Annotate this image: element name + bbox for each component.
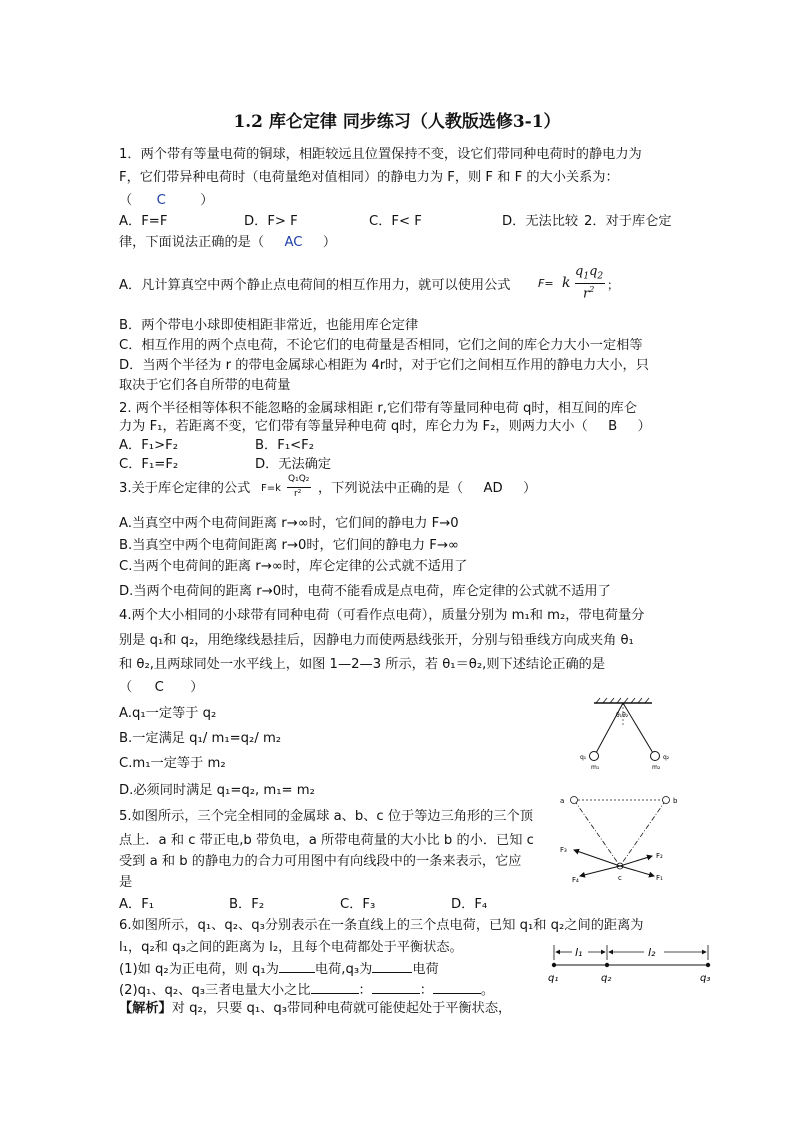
- formula-end: ；: [607, 278, 620, 292]
- q1-option-d: D．无法比较: [502, 214, 579, 229]
- q6-option-d: D．F₄: [451, 897, 488, 912]
- q6-line2: 点上．a 和 c 带正电,b 带负电，a 所带电荷量的大小比 b 的小．已知 c: [119, 833, 534, 848]
- q6-line1: 5.如图所示，三个完全相同的金属球 a、b、c 位于等边三角形的三个顶: [119, 809, 533, 824]
- q7-blank-ratio3[interactable]: [433, 981, 481, 994]
- q4-formula-den: r²: [294, 489, 302, 499]
- q5-option-d: D.必须同时满足 q₁=q₂, m₁= m₂: [119, 783, 315, 798]
- q7-analysis: [119, 1000, 511, 1018]
- q3-option-c: C．F₁=F₂: [119, 457, 179, 472]
- label-f4: F₄: [572, 876, 579, 884]
- label-f3: F₃: [560, 846, 567, 854]
- q4-option-d: D.当两个电荷间的距离 r→0时，电荷不能看成是点电荷，库仑定律的公式就不适用了: [119, 584, 611, 599]
- q3-paren-close: ）: [637, 419, 651, 434]
- q5-answer-line: [119, 679, 203, 697]
- q4-option-c: C.当两个电荷间的距离 r→∞时，库仑定律的公式就不适用了: [119, 559, 468, 574]
- formula-num-q1: q: [575, 264, 584, 279]
- q1-line2: F，它们带异种电荷时（电荷量绝对值相同）的静电力为 F，则 F 和 F 的大小关系为：: [119, 170, 619, 185]
- label-q2: q₂: [663, 754, 670, 761]
- q4-line: [119, 480, 250, 498]
- coulomb-formula: [538, 264, 622, 304]
- q7-blank-ratio2[interactable]: [372, 981, 420, 994]
- q3-option-b: B．F₁<F₂: [255, 438, 315, 453]
- dot-q2: [605, 963, 609, 967]
- label-l1: l₁: [575, 946, 583, 959]
- arrow-f3: [574, 850, 620, 866]
- page-title: 1.2 库仑定律 同步练习（人教版选修3-1）: [233, 112, 561, 132]
- q7-sub1-a: (1)如 q₂为正电荷，则 q₁为: [119, 962, 279, 977]
- q6-option-c: C．F₃: [340, 897, 376, 912]
- q4-answer: AD: [483, 481, 503, 496]
- label-m1: m₁: [591, 764, 600, 771]
- q3-option-a: A．F₁>F₂: [119, 438, 179, 453]
- string-right: [623, 703, 653, 753]
- formula-denominator: $r^2$: [583, 285, 595, 302]
- q2-answer: AC: [284, 235, 303, 250]
- q2-option-b: B．两个带电小球即使相距非常近，也能用库仑定律: [119, 318, 419, 333]
- q7-period: 。: [480, 983, 495, 998]
- q5-answer: C: [154, 680, 164, 695]
- q4-paren-close: ）: [523, 481, 537, 496]
- arrow-f1: [620, 866, 654, 876]
- q4-lead: 3.关于库仑定律的公式: [119, 481, 251, 496]
- ball-b: [663, 797, 670, 804]
- q3-line2-text: 力为 F₁，若距离不变，它们带有等量异种电荷 q时，库仑力为 F₂，则两力大小（: [119, 419, 588, 434]
- q4-fraction-bar: [287, 487, 311, 488]
- q1-paren-open: （: [119, 193, 133, 208]
- q2-option-d-line2: 取决于它们各自所带的电荷量: [119, 378, 291, 393]
- q7-sub1-c: 电荷: [412, 962, 439, 977]
- q2-option-a: A．凡计算真空中两个静止点电荷间的相互作用力，就可以使用公式: [119, 278, 511, 293]
- q1-answer: C: [156, 193, 166, 208]
- q6-line3: 受到 a 和 b 的静电力的合力可用图中有向线段中的一条来表示，它应: [119, 854, 522, 869]
- q3-option-d: D．无法确定: [255, 457, 332, 472]
- ball-a: [571, 797, 578, 804]
- q2-option-c: C．相互作用的两个点电荷，不论它们的电荷量是否相同，它们之间的库仑力大小一定相等: [119, 338, 643, 353]
- q2-option-d-line1: D．当两个半径为 r 的带电金属球心相距为 4r时，对于它们之间相互作用的静电力大小，只: [119, 358, 649, 373]
- q5-option-a: A.q₁一定等于 q₂: [119, 706, 217, 721]
- q2-line2: [119, 234, 336, 252]
- q7-sub2: [119, 981, 494, 1000]
- label-l2: l₂: [648, 946, 656, 959]
- q7-blank-q3[interactable]: [372, 960, 412, 973]
- side-ac: [574, 800, 620, 866]
- label-q3: q₃: [700, 973, 711, 984]
- q7-colon1: ：: [358, 983, 372, 998]
- fraction-bar: [575, 283, 605, 284]
- label-f2: F₂: [656, 852, 663, 860]
- q4-option-b: B.当真空中两个电荷间距离 r→0时，它们间的静电力 F→∞: [119, 538, 459, 553]
- analysis-tag: 【解析】: [119, 1001, 172, 1016]
- q1-answer-line: [119, 192, 213, 210]
- line-charges-figure: [544, 940, 714, 986]
- ball-right: [651, 752, 660, 761]
- q5-line3: 和 θ₂,且两球同处一水平线上，如图 1—2—3 所示，若 θ₁＝θ₂,则下述结论正确的是: [119, 657, 606, 672]
- string-left: [596, 703, 623, 753]
- q7-sub1-b: 电荷,q₃为: [314, 962, 373, 977]
- formula-k: k: [562, 275, 571, 291]
- q4-formula-num: Q₁Q₂: [288, 474, 310, 484]
- formula-den-r: r: [583, 286, 590, 302]
- label-m2: m₂: [652, 764, 661, 771]
- analysis-text: 对 q₂，只要 q₁、q₃带同种电荷就可能使起处于平衡状态，: [171, 1001, 512, 1016]
- q5-paren-open: （: [119, 680, 133, 695]
- q6-line4: 是: [119, 875, 133, 890]
- formula-f: F=: [538, 277, 554, 290]
- q1-option-c: C．F< F: [369, 214, 422, 229]
- q3-line2: [119, 418, 651, 436]
- q1-option-b: D．F> F: [244, 214, 298, 229]
- q7-blank-q1[interactable]: [279, 960, 315, 973]
- label-c: c: [618, 874, 622, 882]
- pendulum-figure: [576, 697, 686, 777]
- q2-line2-text: 律，下面说法正确的是（: [119, 235, 265, 250]
- label-q1: q₁: [548, 973, 559, 984]
- theta-label: θ₁θ₂: [616, 712, 629, 719]
- q5-option-b: B.一定满足 q₁/ m₁=q₂/ m₂: [119, 731, 282, 746]
- q4-option-a: A.当真空中两个电荷间距离 r→∞时，它们间的静电力 F→0: [119, 516, 459, 531]
- q2-lead: 2．对于库仑定: [584, 214, 672, 229]
- label-f1: F₁: [656, 874, 663, 882]
- q3-line1: 2. 两个半径相等体积不能忽略的金属球相距 r,它们带有等量同种电荷 q时，相互间的库仑: [119, 401, 637, 416]
- dot-q3: [706, 963, 710, 967]
- arrow-f2: [620, 856, 652, 866]
- q4-tail: [318, 480, 536, 498]
- q4-tail-text: ，下列说法中正确的是（: [318, 481, 464, 496]
- q5-line2: 别是 q₁和 q₂，用绝缘线悬挂后，因静电力而使两悬线张开，分别与铅垂线方向成夹角 θ₁: [119, 633, 634, 648]
- q6-option-a: A．F₁: [119, 897, 155, 912]
- q2-paren-close: ）: [322, 235, 337, 250]
- label-q1: q₁: [580, 754, 587, 761]
- formula-num-q2: q: [589, 264, 598, 279]
- ball-left: [590, 752, 599, 761]
- q1-line1: 1．两个带有等量电荷的铜球，相距较远且位置保持不变，设它们带同种电荷时的静电力为: [119, 147, 642, 162]
- triangle-force-figure: [556, 792, 684, 888]
- label-q2: q₂: [601, 973, 612, 984]
- formula-numerator: $q_1q_2$: [575, 264, 604, 282]
- q7-line2: l₁，q₂和 q₃之间的距离为 l₂，且每个电荷都处于平衡状态。: [119, 940, 463, 955]
- q7-blank-ratio1[interactable]: [311, 981, 359, 994]
- label-a: a: [560, 797, 565, 805]
- arrow-f4: [580, 866, 620, 876]
- q5-paren-close: ）: [190, 680, 204, 695]
- q7-colon2: ：: [419, 983, 433, 998]
- q7-line1: 6.如图所示，q₁、q₂、q₃分别表示在一条直线上的三个点电荷，已知 q₁和 q₂之间的距离为: [119, 918, 644, 933]
- q4-formula-f: F=k: [261, 483, 281, 494]
- q3-answer: B: [608, 419, 618, 434]
- q5-line1: 4.两个大小相同的小球带有同种电荷（可看作点电荷），质量分别为 m₁和 m₂，带电荷量分: [119, 608, 645, 623]
- q4-formula: [261, 474, 321, 508]
- q1-paren-close: ）: [200, 193, 214, 208]
- q1-option-a: A．F=F: [119, 214, 168, 229]
- label-b: b: [673, 797, 678, 805]
- q5-option-c: C.m₁一定等于 m₂: [119, 756, 226, 771]
- q7-sub1: [119, 960, 439, 979]
- q7-sub2-a: (2)q₁、q₂、q₃三者电量大小之比: [119, 983, 311, 998]
- q6-option-b: B．F₂: [229, 897, 265, 912]
- dot-q1: [552, 963, 556, 967]
